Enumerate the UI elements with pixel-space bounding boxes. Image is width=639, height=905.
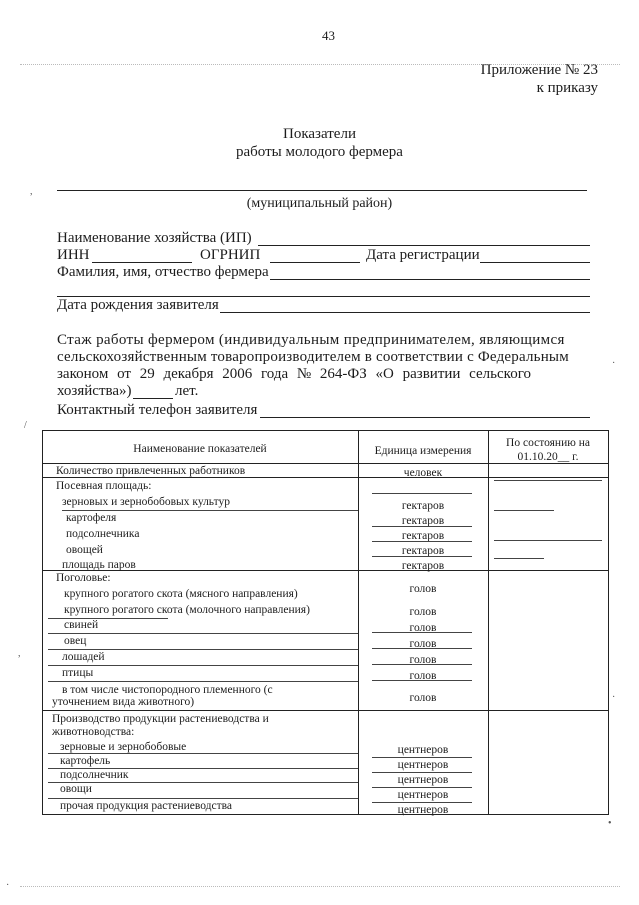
- appendix-line-2: к приказу: [536, 80, 598, 96]
- appendix-line-1: Приложение № 23: [480, 62, 598, 78]
- experience-line-3: законом от 29 декабря 2006 года № 264-ФЗ «О развитии сельского: [57, 366, 531, 382]
- cell-line: [372, 787, 472, 788]
- row-unit: гектаров: [401, 560, 445, 572]
- row-unit: гектаров: [401, 500, 445, 512]
- cell-line: [48, 633, 358, 634]
- row-label: зерновые и зернобобовые: [60, 741, 187, 753]
- cell-line: [48, 681, 358, 682]
- row-unit: голов: [409, 670, 437, 682]
- row-label: подсолнечника: [66, 528, 140, 540]
- scan-speck: ,: [30, 186, 33, 197]
- row-label: крупного рогатого скота (молочного направления): [64, 604, 310, 616]
- cell-line: [48, 768, 358, 769]
- row-label: площадь паров: [62, 559, 136, 571]
- row-unit: человек: [403, 467, 443, 479]
- cell-line: [48, 618, 168, 619]
- title-line-2: работы молодого фермера: [236, 144, 403, 160]
- experience-line-4b: лет.: [175, 383, 199, 399]
- fio-label: Фамилия, имя, отчество фермера: [57, 264, 269, 280]
- title-line-1: Показатели: [283, 126, 356, 142]
- row-unit: центнеров: [397, 744, 449, 756]
- cell-line: [372, 772, 472, 773]
- cell-line: [372, 541, 472, 542]
- row-unit: центнеров: [397, 789, 449, 801]
- experience-line-2: сельскохозяйственным товаропроизводителем в соответствии с Федеральным: [57, 349, 569, 365]
- row-label: овец: [64, 635, 87, 647]
- row-label: крупного рогатого скота (мясного направления): [64, 588, 298, 600]
- row-underline: [62, 510, 358, 511]
- row-label: птицы: [62, 667, 94, 679]
- row-label: подсолнечник: [60, 769, 129, 781]
- row-label: картофель: [60, 755, 111, 767]
- header-name: Наименование показателей: [133, 443, 267, 455]
- birth-date-label: Дата рождения заявителя: [57, 297, 219, 313]
- row-label: в том числе чистопородного племенного (с: [62, 684, 273, 696]
- experience-line-4a: хозяйства»): [57, 383, 132, 399]
- row-label: овощей: [66, 544, 103, 556]
- cell-line: [372, 802, 472, 803]
- row-label: Посевная площадь:: [56, 480, 152, 492]
- table-border-left: [42, 430, 43, 815]
- row-unit: голов: [409, 622, 437, 634]
- header-state-line-2: 01.10.20__ г.: [517, 451, 579, 463]
- experience-years-field[interactable]: [133, 398, 173, 399]
- experience-line-1: Стаж работы фермером (индивидуальным предпринимателем, являющимся: [57, 332, 565, 348]
- inn-field[interactable]: [92, 262, 192, 263]
- cell-line: [372, 664, 472, 665]
- scan-speck: ·: [612, 692, 616, 703]
- row-label: картофеля: [66, 512, 117, 524]
- row-label: животноводства:: [52, 726, 135, 738]
- phone-label: Контактный телефон заявителя: [57, 402, 258, 418]
- inn-label: ИНН: [57, 247, 90, 263]
- table-col-sep-2: [488, 430, 489, 815]
- row-unit: голов: [409, 638, 437, 650]
- scan-speck: ·: [612, 358, 616, 369]
- reg-date-field[interactable]: [480, 262, 590, 263]
- scan-speck: ·: [6, 880, 10, 891]
- row-unit: центнеров: [397, 804, 449, 816]
- ogrnip-field[interactable]: [270, 262, 360, 263]
- header-unit: Единица измерения: [374, 445, 472, 457]
- row-label: Поголовье:: [56, 572, 111, 584]
- cell-line: [494, 558, 544, 559]
- row-label: свиней: [64, 619, 99, 631]
- scan-speck: ,: [18, 648, 21, 659]
- cell-line: [372, 493, 472, 494]
- row-label: уточнением вида животного): [52, 696, 195, 708]
- table-border-right: [608, 430, 609, 815]
- ogrnip-label: ОГРНИП: [200, 247, 261, 263]
- indicators-table: [42, 430, 609, 815]
- table-row-sep: [42, 710, 609, 711]
- row-unit: гектаров: [401, 530, 445, 542]
- cell-line: [494, 540, 602, 541]
- cell-line: [372, 526, 472, 527]
- scan-speck: •: [608, 818, 612, 829]
- row-label: Производство продукции растениеводства и: [52, 713, 269, 725]
- table-border-top: [42, 430, 609, 431]
- row-unit: центнеров: [397, 759, 449, 771]
- farm-name-label: Наименование хозяйства (ИП): [57, 230, 252, 246]
- table-border-bottom: [42, 814, 609, 815]
- row-unit: голов: [409, 692, 437, 704]
- cell-line: [372, 632, 472, 633]
- cell-line: [494, 510, 554, 511]
- reg-date-label: Дата регистрации: [366, 247, 480, 263]
- fio-field[interactable]: [270, 279, 590, 280]
- cell-line: [372, 680, 472, 681]
- birth-date-field[interactable]: [220, 312, 590, 313]
- row-label: Количество привлеченных работников: [56, 465, 246, 477]
- row-label: зерновых и зернобобовых культур: [62, 496, 230, 508]
- cell-line: [372, 757, 472, 758]
- row-unit: голов: [409, 606, 437, 618]
- cell-line: [48, 753, 358, 754]
- farm-name-field[interactable]: [258, 245, 590, 246]
- cell-line: [494, 480, 602, 481]
- header-state-line-1: По состоянию на: [506, 437, 590, 449]
- row-unit: голов: [409, 583, 437, 595]
- cell-line: [48, 798, 358, 799]
- row-label: овощи: [60, 783, 92, 795]
- cell-line: [48, 665, 358, 666]
- municipal-caption: (муниципальный район): [246, 196, 393, 211]
- scan-speck: /: [24, 420, 27, 431]
- row-unit: центнеров: [397, 774, 449, 786]
- cell-line: [48, 649, 358, 650]
- municipal-line: [57, 190, 587, 191]
- cell-line: [48, 782, 358, 783]
- row-unit: гектаров: [401, 545, 445, 557]
- row-label: прочая продукция растениеводства: [60, 800, 233, 812]
- cell-line: [372, 648, 472, 649]
- phone-field[interactable]: [260, 417, 590, 418]
- page-number: 43: [322, 28, 335, 43]
- row-unit: голов: [409, 654, 437, 666]
- row-unit: гектаров: [401, 515, 445, 527]
- row-label: лошадей: [62, 651, 105, 663]
- cell-line: [372, 556, 472, 557]
- bottom-divider: [20, 886, 620, 887]
